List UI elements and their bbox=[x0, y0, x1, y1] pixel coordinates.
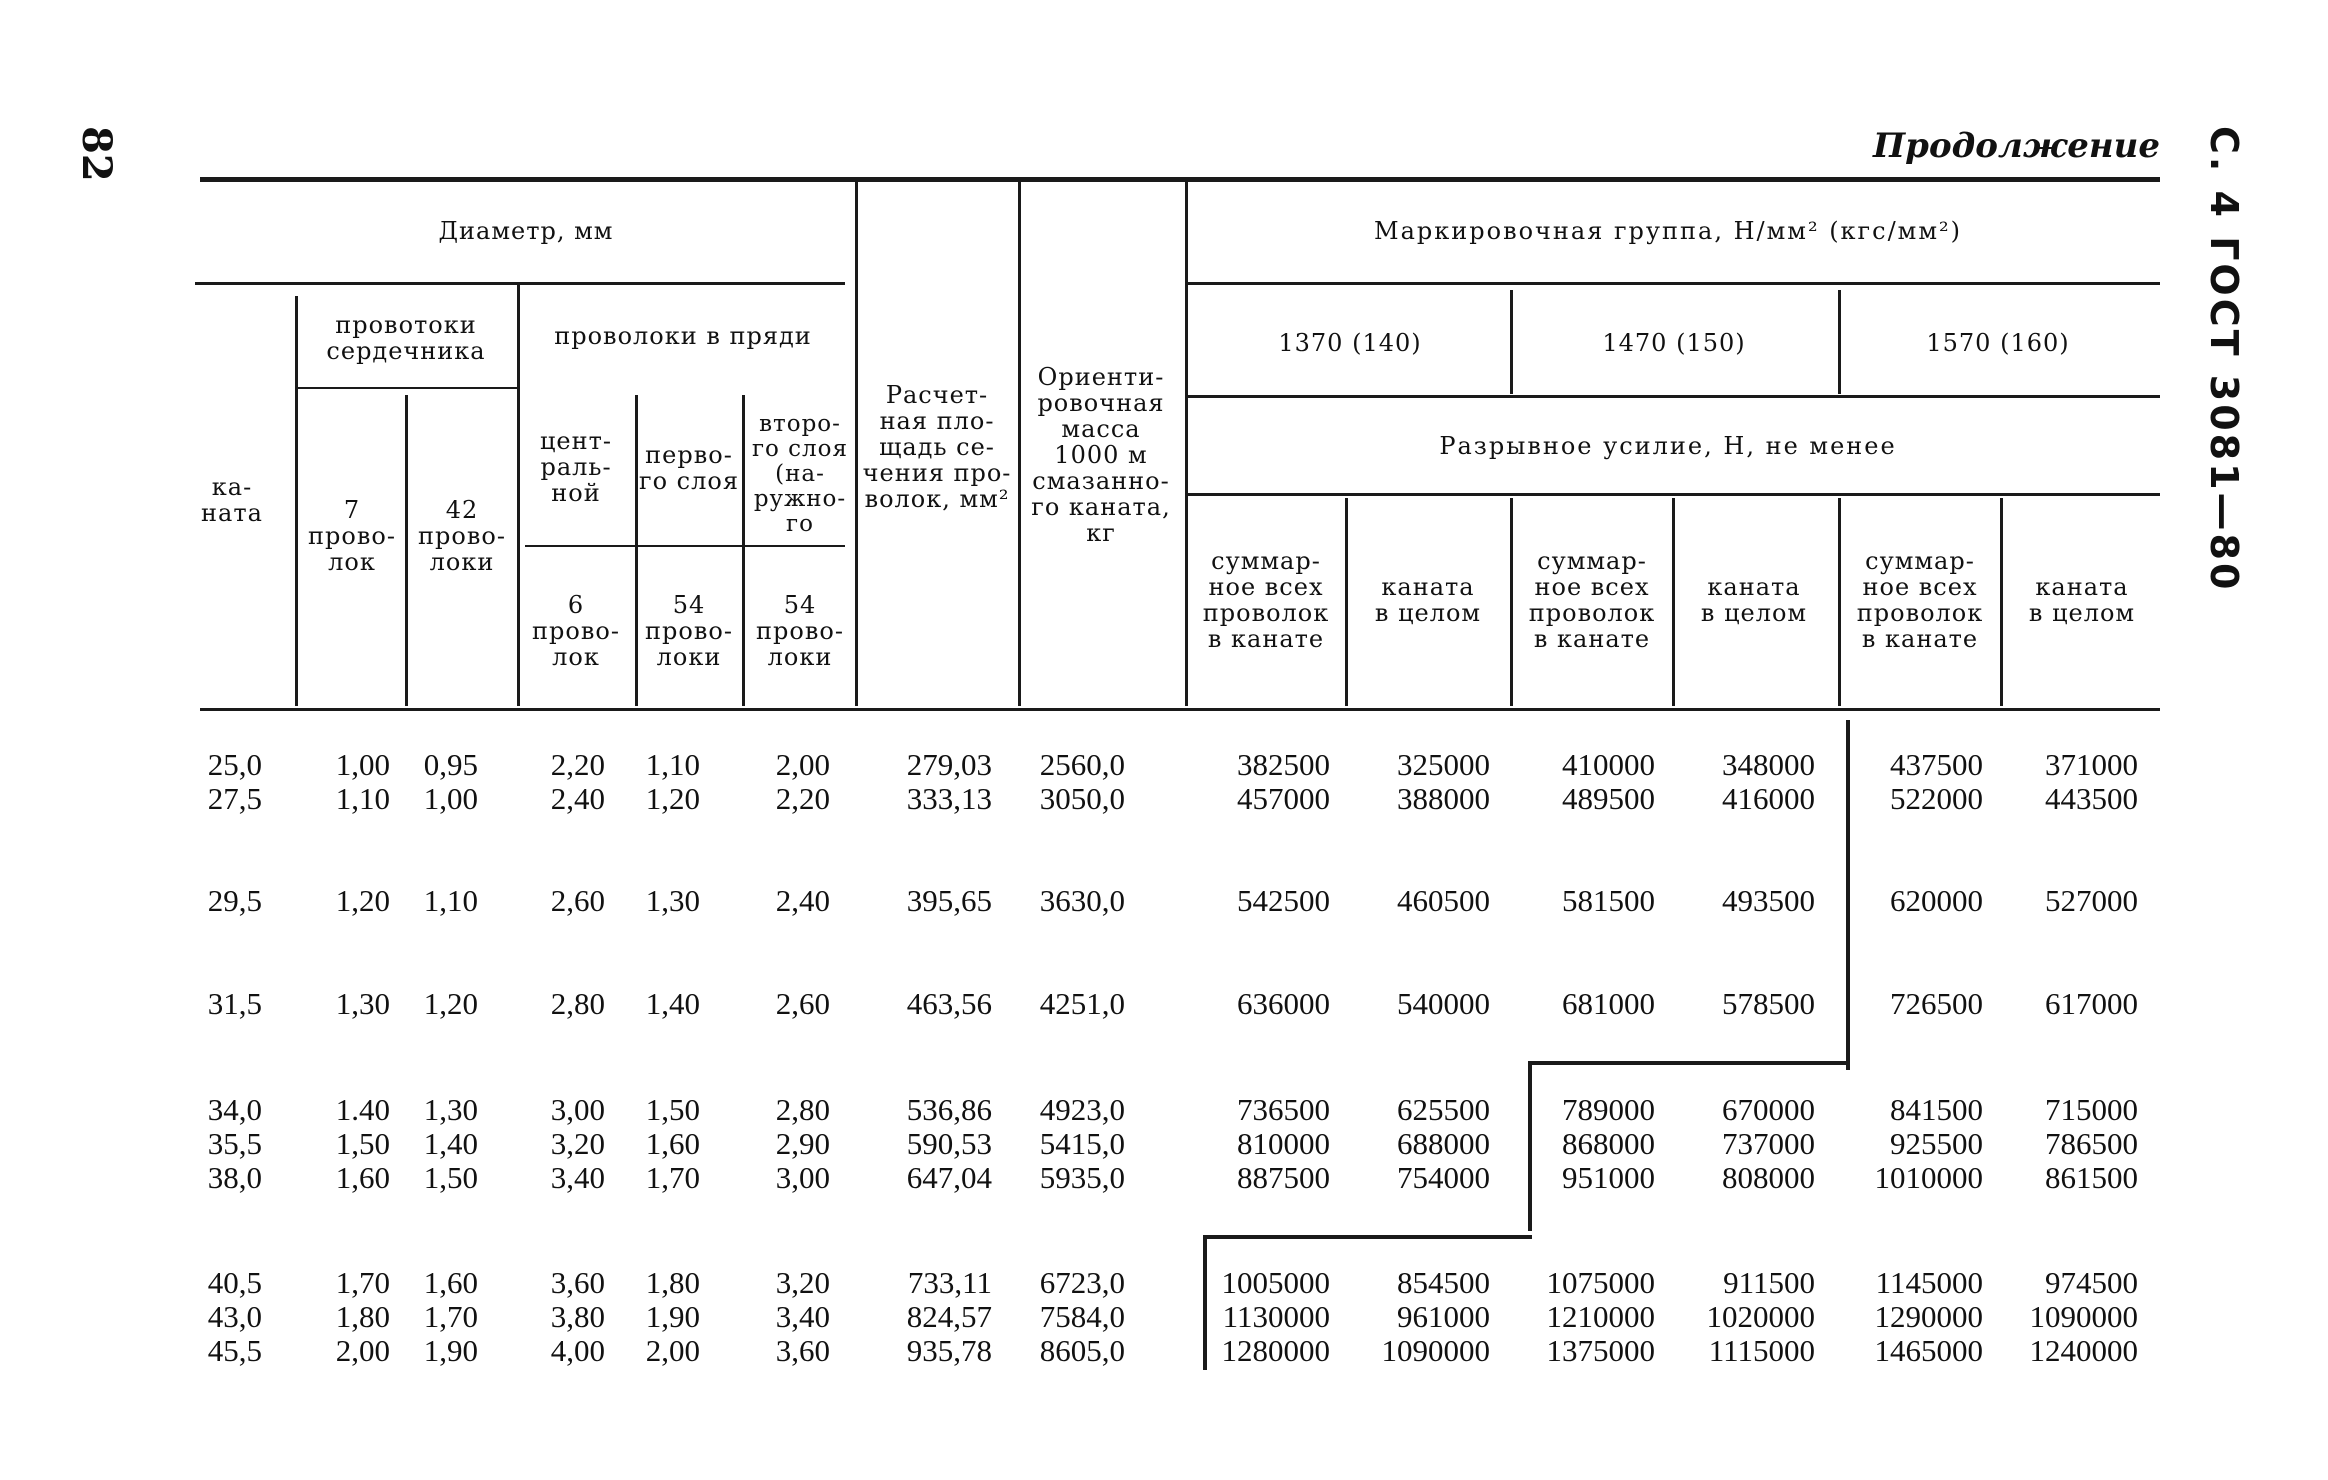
table-cell: 536,86 bbox=[906, 1092, 992, 1127]
table-cell: 3,20 bbox=[550, 1126, 605, 1161]
table-cell: 681000 bbox=[1562, 986, 1655, 1021]
table-cell: 733,11 bbox=[907, 1265, 992, 1300]
table-cell: 617000 bbox=[2045, 986, 2138, 1021]
table-cell: 1375000 bbox=[1546, 1333, 1655, 1368]
table-cell: 1145000 bbox=[1875, 1265, 1983, 1300]
table-cell: 371000 bbox=[2045, 747, 2138, 782]
table-cell: 3,00 bbox=[775, 1160, 830, 1195]
table-cell: 786500 bbox=[2045, 1126, 2138, 1161]
table-cell: 1,80 bbox=[645, 1265, 700, 1300]
table-cell: 5935,0 bbox=[1039, 1160, 1125, 1195]
table-cell: 35,5 bbox=[207, 1126, 262, 1161]
table-cell: 1,10 bbox=[645, 747, 700, 782]
header-marking-group: Маркировочная группа, Н/мм² (кгс/мм²) bbox=[1374, 217, 1962, 245]
table-cell: 4923,0 bbox=[1039, 1092, 1125, 1127]
table-cell: 1,70 bbox=[423, 1299, 478, 1334]
table-cell: 1090000 bbox=[2029, 1299, 2138, 1334]
table-cell: 647,04 bbox=[906, 1160, 992, 1195]
table-cell: 1290000 bbox=[1874, 1299, 1983, 1334]
table-cell: 5415,0 bbox=[1039, 1126, 1125, 1161]
table-cell: 1,30 bbox=[335, 986, 390, 1021]
table-cell: 279,03 bbox=[906, 747, 992, 782]
table-cell: 540000 bbox=[1397, 986, 1490, 1021]
table-cell: 1,80 bbox=[335, 1299, 390, 1334]
table-cell: 1115000 bbox=[1708, 1333, 1815, 1368]
header-group-1370: 1370 (140) bbox=[1278, 329, 1422, 357]
table-cell: 2,00 bbox=[775, 747, 830, 782]
table-cell: 1,50 bbox=[645, 1092, 700, 1127]
header-core-7: 7 прово- лок bbox=[308, 496, 396, 576]
table-cell: 961000 bbox=[1397, 1299, 1490, 1334]
table-cell: 2,20 bbox=[775, 781, 830, 816]
table-cell: 1,00 bbox=[423, 781, 478, 816]
table-cell: 2,60 bbox=[550, 883, 605, 918]
table-cell: 1130000 bbox=[1222, 1299, 1330, 1334]
table-cell: 333,13 bbox=[906, 781, 992, 816]
table-cell: 737000 bbox=[1722, 1126, 1815, 1161]
table-cell: 1,90 bbox=[645, 1299, 700, 1334]
table-cell: 1,00 bbox=[335, 747, 390, 782]
table-cell: 2,60 bbox=[775, 986, 830, 1021]
table-cell: 2,40 bbox=[775, 883, 830, 918]
table-cell: 1465000 bbox=[1874, 1333, 1983, 1368]
table-cell: 625500 bbox=[1397, 1092, 1490, 1127]
table-cell: 951000 bbox=[1562, 1160, 1655, 1195]
table-cell: 2,80 bbox=[550, 986, 605, 1021]
header-diameter: Диаметр, мм bbox=[438, 217, 614, 245]
table-cell: 3630,0 bbox=[1039, 883, 1125, 918]
table-cell: 1,20 bbox=[335, 883, 390, 918]
table-cell: 1,50 bbox=[423, 1160, 478, 1195]
table-cell: 754000 bbox=[1397, 1160, 1490, 1195]
table-cell: 410000 bbox=[1562, 747, 1655, 782]
table-cell: 3,40 bbox=[550, 1160, 605, 1195]
table-cell: 1,40 bbox=[645, 986, 700, 1021]
header-strand-wires: проволоки в пряди bbox=[554, 322, 812, 350]
header-group-1470: 1470 (150) bbox=[1602, 329, 1746, 357]
table-cell: 0,95 bbox=[423, 747, 478, 782]
table-cell: 4251,0 bbox=[1039, 986, 1125, 1021]
table-cell: 40,5 bbox=[207, 1265, 262, 1300]
table-cell: 670000 bbox=[1722, 1092, 1815, 1127]
table-cell: 493500 bbox=[1722, 883, 1815, 918]
table-cell: 416000 bbox=[1722, 781, 1815, 816]
table-cell: 810000 bbox=[1237, 1126, 1330, 1161]
table-cell: 636000 bbox=[1237, 986, 1330, 1021]
table-cell: 2,20 bbox=[550, 747, 605, 782]
page-number: 82 bbox=[73, 126, 120, 182]
continuation-label: Продолжение bbox=[1873, 126, 2160, 166]
table-cell: 43,0 bbox=[207, 1299, 262, 1334]
table-cell: 31,5 bbox=[207, 986, 262, 1021]
table-cell: 715000 bbox=[2045, 1092, 2138, 1127]
header-central: цент- раль- ной bbox=[539, 427, 613, 507]
table-cell: 6723,0 bbox=[1039, 1265, 1125, 1300]
table-cell: 1,10 bbox=[335, 781, 390, 816]
table-cell: 861500 bbox=[2045, 1160, 2138, 1195]
table-cell: 29,5 bbox=[207, 883, 262, 918]
table-cell: 1,50 bbox=[335, 1126, 390, 1161]
table-cell: 489500 bbox=[1562, 781, 1655, 816]
table-cell: 457000 bbox=[1237, 781, 1330, 816]
header-sum-all-2: суммар- ное всех проволок в канате bbox=[1528, 547, 1656, 653]
header-rope-whole-3: каната в целом bbox=[2028, 573, 2136, 627]
table-cell: 974500 bbox=[2045, 1265, 2138, 1300]
table-cell: 25,0 bbox=[207, 747, 262, 782]
table-cell: 935,78 bbox=[906, 1333, 992, 1368]
table-cell: 808000 bbox=[1722, 1160, 1815, 1195]
table-cell: 437500 bbox=[1890, 747, 1983, 782]
standard-side-label: С. 4 ГОСТ 3081—80 bbox=[2202, 126, 2246, 593]
table-cell: 1,10 bbox=[423, 883, 478, 918]
table-cell: 3,20 bbox=[775, 1265, 830, 1300]
header-core-42: 42 прово- локи bbox=[418, 496, 506, 576]
table-cell: 824,57 bbox=[906, 1299, 992, 1334]
table-cell: 3,00 bbox=[550, 1092, 605, 1127]
table-cell: 789000 bbox=[1562, 1092, 1655, 1127]
table-cell: 1240000 bbox=[2029, 1333, 2138, 1368]
table-cell: 1,20 bbox=[645, 781, 700, 816]
table-cell: 2,00 bbox=[645, 1333, 700, 1368]
table-cell: 3,60 bbox=[550, 1265, 605, 1300]
header-area: Расчет- ная пло- щадь се- чения про- волок, мм² bbox=[862, 381, 1012, 513]
table-cell: 887500 bbox=[1237, 1160, 1330, 1195]
table-cell: 1,40 bbox=[423, 1126, 478, 1161]
table-cell: 3,40 bbox=[775, 1299, 830, 1334]
table-cell: 1,70 bbox=[335, 1265, 390, 1300]
table-cell: 1005000 bbox=[1221, 1265, 1330, 1300]
table-cell: 1,60 bbox=[423, 1265, 478, 1300]
table-cell: 1,60 bbox=[335, 1160, 390, 1195]
table-cell: 581500 bbox=[1562, 883, 1655, 918]
table-cell: 4,00 bbox=[550, 1333, 605, 1368]
table-cell: 1010000 bbox=[1874, 1160, 1983, 1195]
table-cell: 854500 bbox=[1397, 1265, 1490, 1300]
table-cell: 1020000 bbox=[1706, 1299, 1815, 1334]
table-cell: 925500 bbox=[1890, 1126, 1983, 1161]
table-cell: 868000 bbox=[1562, 1126, 1655, 1161]
table-cell: 443500 bbox=[2045, 781, 2138, 816]
table-cell: 45,5 bbox=[207, 1333, 262, 1368]
header-mass: Ориенти- ровочная масса 1000 м смазанно- го каната, кг bbox=[1031, 363, 1171, 547]
table-cell: 348000 bbox=[1722, 747, 1815, 782]
table-cell: 1,30 bbox=[423, 1092, 478, 1127]
table-cell: 578500 bbox=[1722, 986, 1815, 1021]
table-cell: 1280000 bbox=[1221, 1333, 1330, 1368]
header-breaking-force: Разрывное усилие, Н, не менее bbox=[1439, 432, 1897, 460]
table-cell: 1,60 bbox=[645, 1126, 700, 1161]
header-sum-all-1: суммар- ное всех проволок в канате bbox=[1202, 547, 1330, 653]
header-second-layer: второ- го слоя (на- ружно- го bbox=[751, 411, 849, 537]
table-cell: 527000 bbox=[2045, 883, 2138, 918]
table-cell: 1.40 bbox=[335, 1092, 390, 1127]
table-cell: 463,56 bbox=[906, 986, 992, 1021]
table-cell: 325000 bbox=[1397, 747, 1490, 782]
table-cell: 1,90 bbox=[423, 1333, 478, 1368]
header-rope-whole-2: каната в целом bbox=[1700, 573, 1808, 627]
table-cell: 1,30 bbox=[645, 883, 700, 918]
table-cell: 726500 bbox=[1890, 986, 1983, 1021]
table-cell: 590,53 bbox=[906, 1126, 992, 1161]
table-cell: 395,65 bbox=[906, 883, 992, 918]
table-cell: 2,80 bbox=[775, 1092, 830, 1127]
header-core-wires: провотоки сердечника bbox=[326, 311, 486, 365]
header-second-count: 54 прово- локи bbox=[756, 591, 844, 671]
header-central-count: 6 прово- лок bbox=[532, 591, 620, 671]
table-cell: 38,0 bbox=[207, 1160, 262, 1195]
table-cell: 688000 bbox=[1397, 1126, 1490, 1161]
table-cell: 1075000 bbox=[1546, 1265, 1655, 1300]
header-first-count: 54 прово- локи bbox=[645, 591, 733, 671]
table-cell: 1210000 bbox=[1546, 1299, 1655, 1334]
header-rope: ка- ната bbox=[201, 473, 263, 527]
header-sum-all-3: суммар- ное всех проволок в канате bbox=[1856, 547, 1984, 653]
table-cell: 841500 bbox=[1890, 1092, 1983, 1127]
table-cell: 27,5 bbox=[207, 781, 262, 816]
table-cell: 3,60 bbox=[775, 1333, 830, 1368]
table-cell: 736500 bbox=[1237, 1092, 1330, 1127]
table-cell: 620000 bbox=[1890, 883, 1983, 918]
table-cell: 2,40 bbox=[550, 781, 605, 816]
table-cell: 7584,0 bbox=[1039, 1299, 1125, 1334]
table-cell: 911500 bbox=[1723, 1265, 1815, 1300]
table-cell: 3050,0 bbox=[1039, 781, 1125, 816]
table-cell: 1,20 bbox=[423, 986, 478, 1021]
table-cell: 1,70 bbox=[645, 1160, 700, 1195]
table-cell: 34,0 bbox=[207, 1092, 262, 1127]
table-cell: 382500 bbox=[1237, 747, 1330, 782]
table-cell: 542500 bbox=[1237, 883, 1330, 918]
table-cell: 2560,0 bbox=[1039, 747, 1125, 782]
header-rope-whole-1: каната в целом bbox=[1374, 573, 1482, 627]
table-cell: 522000 bbox=[1890, 781, 1983, 816]
table-cell: 460500 bbox=[1397, 883, 1490, 918]
table-cell: 2,90 bbox=[775, 1126, 830, 1161]
table-cell: 3,80 bbox=[550, 1299, 605, 1334]
table-cell: 8605,0 bbox=[1039, 1333, 1125, 1368]
header-first-layer: перво- го слоя bbox=[639, 441, 739, 495]
table-cell: 1090000 bbox=[1381, 1333, 1490, 1368]
header-group-1570: 1570 (160) bbox=[1926, 329, 2070, 357]
table-cell: 2,00 bbox=[335, 1333, 390, 1368]
table-cell: 388000 bbox=[1397, 781, 1490, 816]
